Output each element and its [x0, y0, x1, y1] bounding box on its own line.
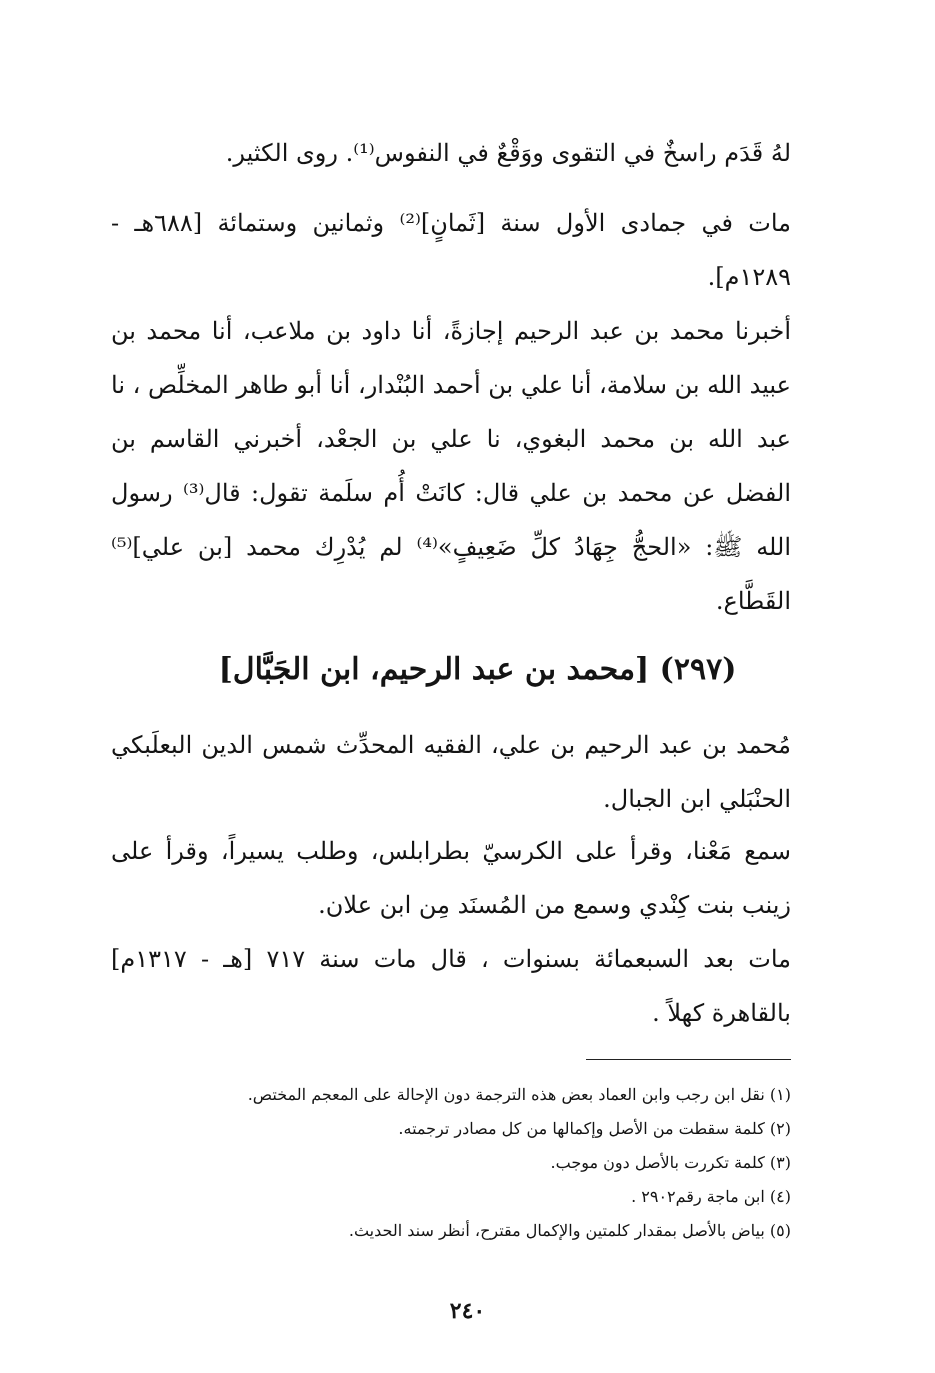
footnote-4: (٤) ابن ماجة رقم٢٩٠٢ .	[631, 1187, 791, 1206]
paragraph-hadith-chain: أخبرنا محمد بن عبد الرحيم إجازةً، أنا داود بن ملاعب، أنا محمد بن عبيد الله بن سلامة، أنا علي بن أحمد البُنْدار، أنا أبو طاهر المخلِّص ، نا عبد الله بن محمد البغوي، نا علي بن الجعْد، أخبرني القاسم بن الفضل عن محمد بن علي قال: كانَتْ أُم سلَمة تقول: قال⁽³⁾ رسول الله ﷺ: «الحجُّ جِهَادُ كلِّ ضَعِيفٍ»⁽⁴⁾ لم يُدْرِك محمد [بن علي]⁽⁵⁾ القَطَّاع.	[111, 317, 791, 615]
footnote-3: (٣) كلمة تكررت بالأصل دون موجب.	[550, 1153, 791, 1172]
footnote-2: (٢) كلمة سقطت من الأصل وإكمالها من كل مصادر ترجمته.	[398, 1119, 791, 1138]
paragraph-studies: سمع مَعْنا، وقرأ على الكرسيّ بطرابلس، وطلب يسيراً، وقرأ على زينب بنت كِنْدي وسمع من المُسنَد مِن ابن علان.	[111, 837, 791, 919]
footnotes	[111, 1078, 791, 1248]
entry-heading: (٢٩٧) [محمد بن عبد الرحيم، ابن الجَبَّال]	[218, 652, 737, 687]
paragraph-death-date: مات في جمادى الأول سنة [ثَمانٍ]⁽²⁾ وثمانين وستمائة [٦٨٨هـ - ١٢٨٩م].	[111, 209, 792, 291]
paragraph-biography-end: لهُ قَدَم راسخٌ في التقوى ووَقْعٌ في النفوس⁽¹⁾. روى الكثير.	[225, 139, 791, 167]
footnote-1: (١) نقل ابن رجب وابن العماد بعض هذه الترجمة دون الإحالة على المعجم المختص.	[247, 1085, 791, 1104]
paragraph-entry-death: مات بعد السبعمائة بسنوات ، قال مات سنة ٧١٧ [هـ - ١٣١٧م] بالقاهرة كهلاً .	[111, 945, 791, 1027]
footnote-separator	[586, 1059, 791, 1060]
page-number: ٢٤٠	[449, 1298, 486, 1324]
footnote-5: (٥) بياض بالأصل بمقدار كلمتين والإكمال مقترح، أنظر سند الحديث.	[348, 1221, 791, 1240]
paragraph-entry-name: مُحمد بن عبد الرحيم بن علي، الفقيه المحدِّث شمس الدين البعلَبكي الحنْبَلي ابن الجبال.	[111, 731, 791, 813]
